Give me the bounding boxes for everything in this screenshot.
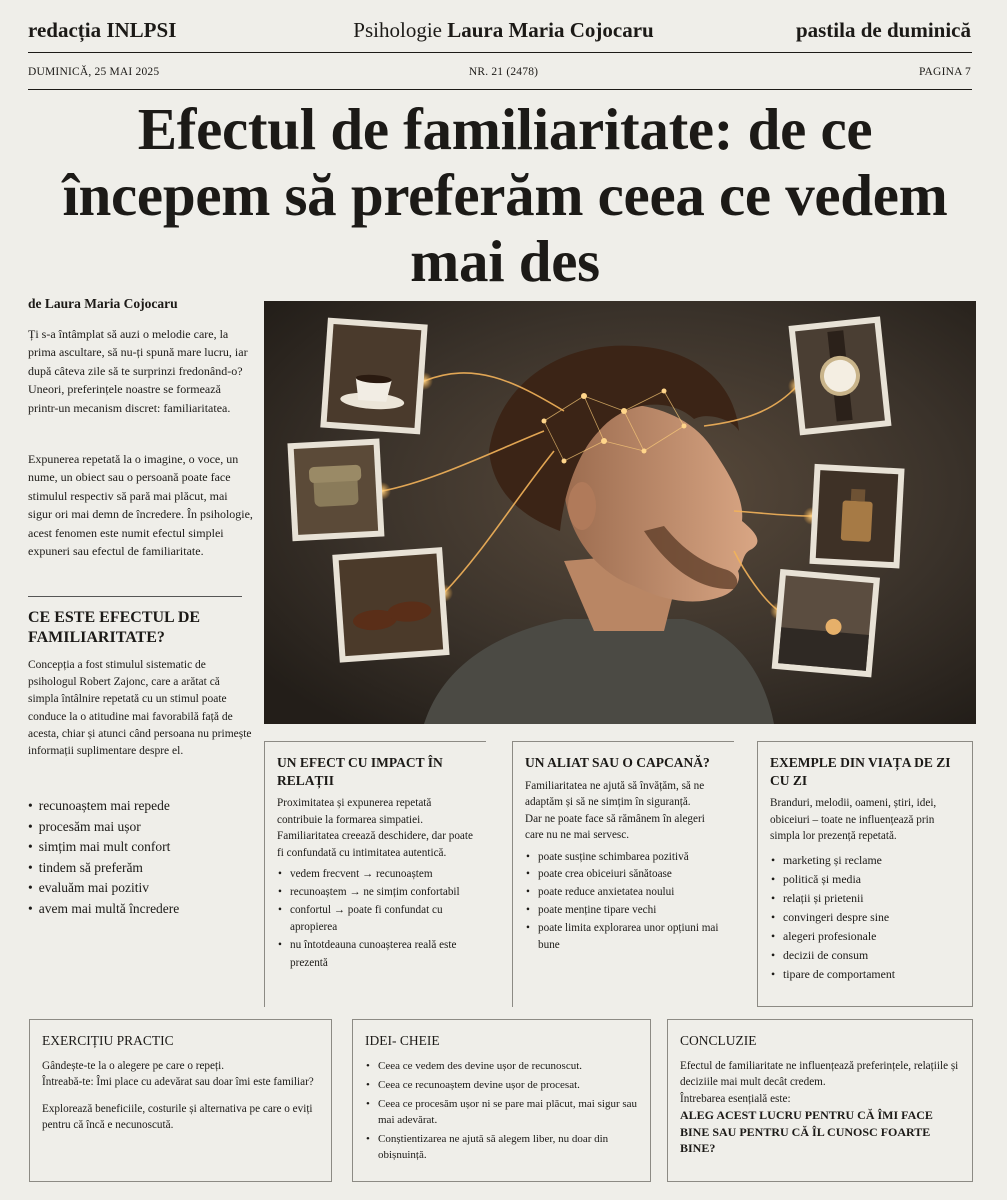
box-aliat-list: [525, 849, 722, 956]
box-concluzie-question: [680, 1091, 960, 1157]
list-item: • Ceea ce vedem des devine ușor de recunoscut.: [365, 1058, 638, 1074]
list-item: • simțim mai mult confort: [28, 837, 179, 858]
headline: Efectul de familiaritate: de ce începem să preferăm ceea ce vedem mai des: [62, 96, 948, 294]
list-item: • tipare de comportament: [770, 965, 960, 984]
box-aliat-text-2: Dar ne poate face să rămânem în alegeri care nu ne mai servesc.: [525, 812, 705, 841]
list-item: • vedem frecvent → recunoaștem: [277, 866, 474, 884]
list-item: • confortul → poate fi confundat cu apropierea: [277, 902, 474, 938]
byline: de Laura Maria Cojocaru: [28, 296, 178, 311]
list-item: • poate crea obiceiuri sănătoase: [525, 866, 722, 884]
lead-paragraph-1: Ți s-a întâmplat să auzi o melodie care, la prima ascultare, să nu-ți spună mare lucru, iar după câteva zile să te surprinzi fredonând-o? Uneori, preferințele noastre se formează printr-un mecanism discret: familiaritatea.: [28, 327, 248, 415]
box-exercitiu: [29, 1019, 332, 1182]
issue-date: DUMINICĂ, 25 MAI 2025: [28, 66, 160, 78]
list-item: • avem mai multă încredere: [28, 899, 179, 920]
section-list: [28, 796, 179, 919]
box-exercitiu-p2: Întreabă-te: Îmi place cu adevărat sau doar îmi este familiar?: [42, 1076, 314, 1088]
box-exemple: [757, 741, 973, 1007]
hero-illustration: [264, 301, 976, 724]
box-impact: [264, 741, 486, 1007]
box-concluzie: [667, 1019, 973, 1182]
list-item: • tindem să preferăm: [28, 858, 179, 879]
column-divider: [28, 596, 242, 597]
box-aliat: [512, 741, 734, 1007]
masthead-rule-top: [28, 52, 972, 53]
list-item: • nu întotdeauna cunoașterea reală este prezentă: [277, 937, 474, 973]
issue-number: NR. 21 (2478): [468, 66, 539, 78]
masthead-author: Laura Maria Cojocaru: [447, 18, 654, 42]
list-item: • poate reduce anxietatea noului: [525, 884, 722, 902]
box-concluzie-p2: Întrebarea esențială este:: [680, 1092, 791, 1105]
box-idei-list: [365, 1058, 638, 1163]
masthead-right: pastila de duminică: [795, 18, 971, 42]
list-item: • evaluăm mai pozitiv: [28, 878, 179, 899]
list-item: • poate susține schimbarea pozitivă: [525, 849, 722, 867]
box-concluzie-p1: Efectul de familiaritate ne influențează preferințele, relațiile și deciziile mai mult decât credem.: [680, 1059, 959, 1088]
page-number: PAGINA 7: [919, 66, 971, 78]
lead-paragraph-2: Expunerea repetată la o imagine, o voce, un nume, un obiect sau o persoană poate face stimulul respectiv să pară mai plăcut, mai sigur ori mai demn de încredere. În psihologie, acest fenomen este numit efectul simplei expuneri sau efectul de familiaritate.: [28, 452, 253, 559]
list-item: • poate limita explorarea unor opțiuni mai bune: [525, 920, 722, 956]
masthead-left: redacția INLPSI: [28, 18, 177, 42]
section-text: Concepția a fost stimulul sistematic de psihologul Robert Zajonc, care a arătat că simpla întâlnire repetată cu un stimul poate conduce la o atitudine mai favorabilă față de acesta, chiar și atunci când persoana nu primește informații suplimentare despre el.: [28, 659, 252, 758]
list-item: • Conștientizarea ne ajută să alegem liber, nu doar din obișnuință.: [365, 1131, 638, 1163]
box-exemple-title: EXEMPLE DIN VIAȚA DE ZI CU ZI: [770, 755, 951, 788]
list-item: • procesăm mai ușor: [28, 817, 179, 838]
list-item: • poate menține tipare vechi: [525, 902, 722, 920]
list-item: • Ceea ce procesăm ușor ni se pare mai plăcut, mai sigur sau mai adevărat.: [365, 1096, 638, 1128]
list-item: • relații și prietenii: [770, 889, 960, 908]
box-impact-text: Proximitatea și expunerea repetată contribuie la formarea simpatiei. Familiaritatea creează deschidere, dar poate fi confundată cu intimitatea autentică.: [277, 797, 473, 859]
box-impact-title: UN EFECT CU IMPACT ÎN RELAȚII: [277, 755, 443, 788]
list-item: • Ceea ce recunoaștem devine ușor de procesat.: [365, 1077, 638, 1093]
box-exercitiu-p1: Gândește-te la o alegere pe care o repeți.: [42, 1059, 224, 1072]
list-item: • convingeri despre sine: [770, 908, 960, 927]
box-exercitiu-title: EXERCIȚIU PRACTIC: [42, 1033, 174, 1048]
list-item: • politică și media: [770, 870, 960, 889]
box-concluzie-p3: ALEG ACEST LUCRU PENTRU CĂ ÎMI FACE BINE SAU PENTRU CĂ ÎL CUNOSC FOARTE BINE?: [680, 1108, 933, 1155]
masthead-rule-bottom: [28, 89, 972, 90]
masthead-prefix: Psihologie: [353, 18, 442, 42]
box-exemple-text: Branduri, melodii, oameni, știri, idei, obiceiuri – toate ne influențează prin simpla lor prezență repetată.: [770, 797, 937, 842]
box-idei-title: IDEI- CHEIE: [365, 1033, 440, 1048]
box-aliat-text: Familiaritatea ne ajută să învățăm, să ne adaptăm și să ne simțim în siguranță.: [525, 779, 705, 808]
list-item: • recunoaștem mai repede: [28, 796, 179, 817]
box-concluzie-title: CONCLUZIE: [680, 1033, 757, 1048]
box-idei: [352, 1019, 651, 1182]
section-title: CE ESTE EFECTUL DE FAMILIARITATE?: [28, 609, 201, 646]
list-item: • alegeri profesionale: [770, 927, 960, 946]
list-item: • decizii de consum: [770, 946, 960, 965]
list-item: • marketing și reclame: [770, 851, 960, 870]
box-exercitiu-p3: Explorează beneficiile, costurile și alternativa pe care o eviți pentru că încă e necunoscută.: [42, 1102, 313, 1131]
list-item: • recunoaștem → ne simțim confortabil: [277, 884, 474, 902]
box-exemple-list: [770, 851, 960, 984]
box-impact-list: [277, 866, 474, 973]
box-aliat-title: UN ALIAT SAU O CAPCANĂ?: [525, 755, 710, 770]
